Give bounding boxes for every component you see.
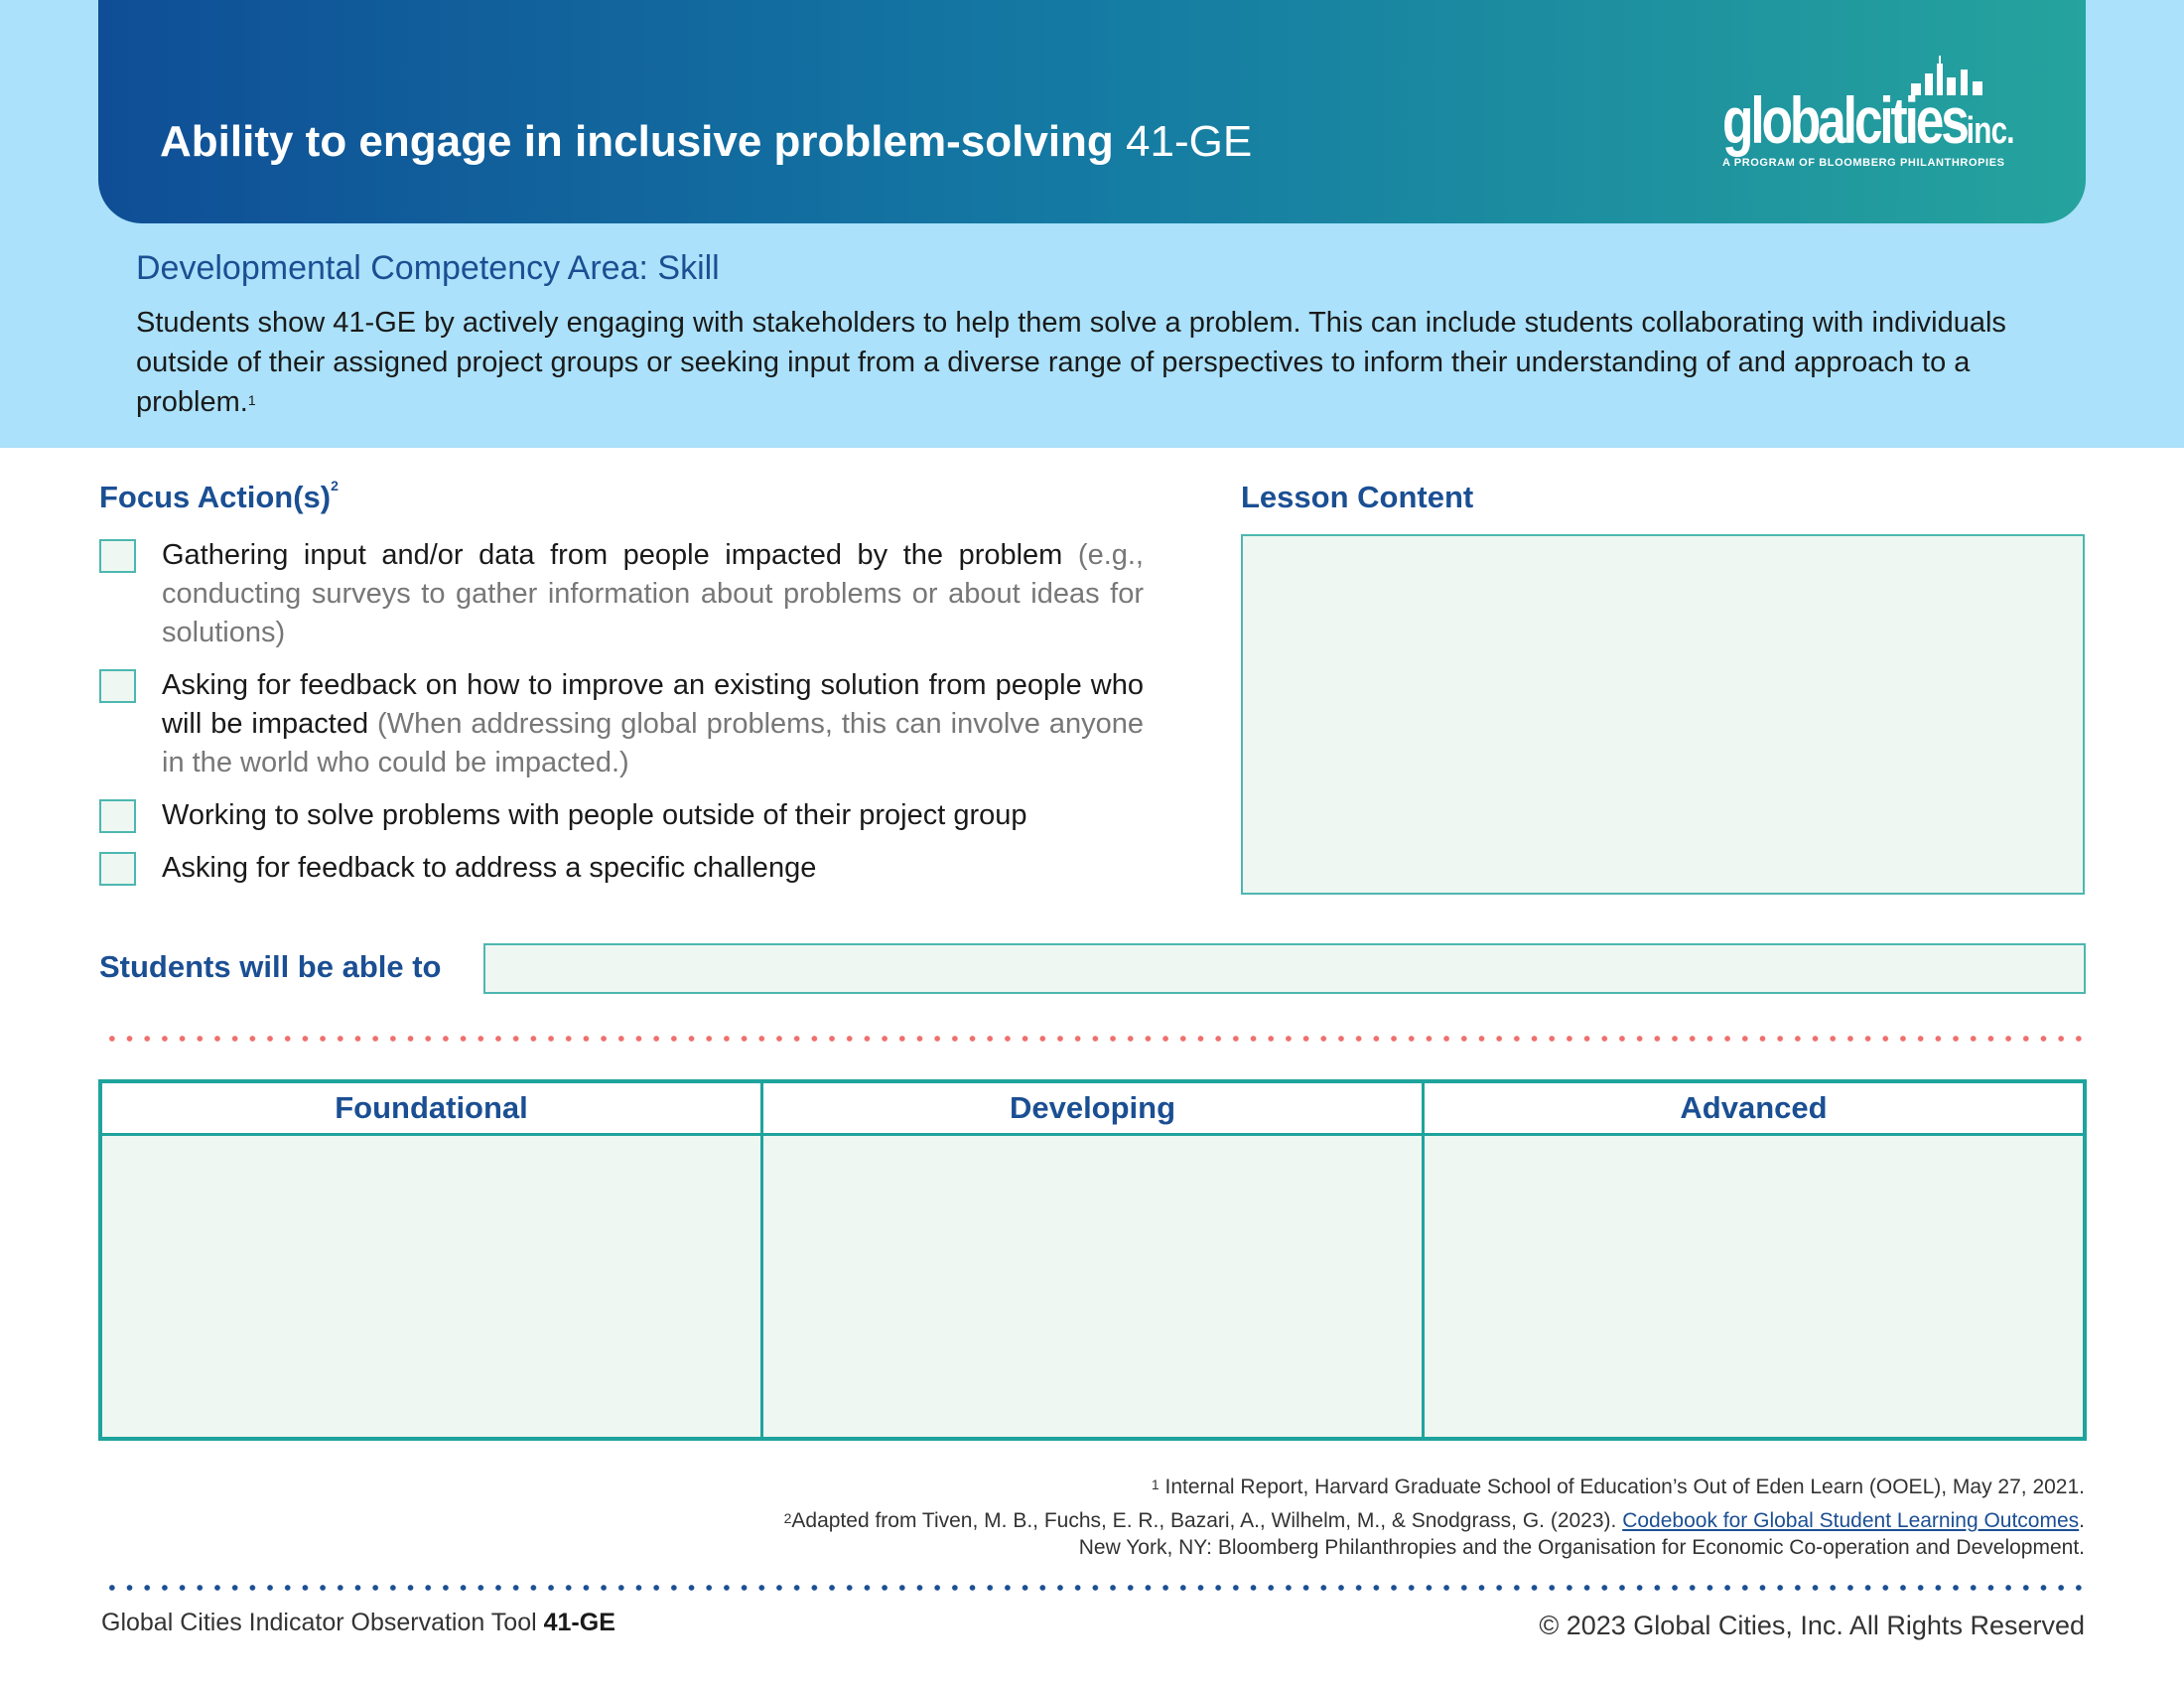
- rubric-column-advanced: [1425, 1083, 2083, 1437]
- footnote-marker: 1: [1151, 1477, 1160, 1492]
- lesson-content-heading: Lesson Content: [1241, 480, 1474, 514]
- footnote-marker: 2: [783, 1510, 792, 1526]
- focus-item: [99, 796, 1144, 835]
- rubric-header: Advanced: [1425, 1083, 2083, 1136]
- rubric-cell[interactable]: [102, 1136, 760, 1437]
- footnote-text: Adapted from Tiven, M. B., Fuchs, E. R., Bazari, A., Wilhelm, M., & Snodgrass, G. (2023).: [791, 1509, 1617, 1532]
- footer-copyright: © 2023 Global Cities, Inc. All Rights Reserved: [1539, 1611, 2085, 1640]
- logo-wordmark: [1722, 83, 2014, 157]
- focus-actions-heading: [99, 480, 339, 515]
- footer-dotted-divider: [103, 1585, 2083, 1591]
- logo-main-text: globalcities: [1722, 83, 1967, 157]
- footnote-2: [496, 1507, 2085, 1561]
- footnotes: [496, 1474, 2085, 1568]
- students-able-field[interactable]: [483, 943, 2086, 994]
- rubric-column-developing: [763, 1083, 1425, 1437]
- lesson-content-field[interactable]: [1241, 534, 2085, 895]
- description-text: Students show 41-GE by actively engaging with stakeholders to help them solve a problem. This can include students collaborating with individuals outside of their assigned project groups or seeking input from a diverse range of perspectives to inform their understanding of and approach to a problem.: [136, 307, 2006, 418]
- title-code: 41-GE: [1126, 117, 1253, 166]
- footnote-end: .: [2079, 1509, 2085, 1532]
- rubric-cell[interactable]: [1425, 1136, 2083, 1437]
- focus-checkbox[interactable]: [99, 852, 136, 886]
- footnote-1: [496, 1474, 2085, 1500]
- tool-name-text: Global Cities Indicator Observation Tool: [101, 1609, 537, 1636]
- focus-item-text: Working to solve problems with people outside of their project group: [162, 799, 1027, 831]
- page-title: [160, 117, 1252, 167]
- header-banner: [98, 0, 2086, 223]
- footnote-ref-2[interactable]: 2: [331, 478, 339, 493]
- focus-item: [99, 536, 1144, 652]
- competency-description: [136, 303, 2052, 422]
- focus-checkbox[interactable]: [99, 799, 136, 833]
- focus-checkbox[interactable]: [99, 539, 136, 573]
- rubric-cell[interactable]: [763, 1136, 1422, 1437]
- codebook-link[interactable]: Codebook for Global Student Learning Outcomes: [1622, 1509, 2080, 1532]
- title-text: Ability to engage in inclusive problem-solving: [160, 117, 1114, 166]
- logo-tagline: A PROGRAM OF BLOOMBERG PHILANTHROPIES: [1722, 157, 2005, 169]
- footnote-text-line2: New York, NY: Bloomberg Philanthropies and the Organisation for Economic Co-operation and Development.: [1078, 1536, 2085, 1559]
- focus-item-note: (When addressing global problems, this can involve anyone in the world who could be impacted.): [162, 708, 1144, 778]
- focus-item-text: Asking for feedback on how to improve an existing solution from people who will be impacted: [162, 669, 1144, 740]
- rubric-header: Foundational: [102, 1083, 760, 1136]
- global-cities-logo: [1722, 56, 2110, 175]
- dotted-divider: [103, 1036, 2083, 1042]
- focus-checkbox[interactable]: [99, 669, 136, 703]
- footnote-text: Internal Report, Harvard Graduate School of Education’s Out of Eden Learn (OOEL), May 27, 2021.: [1164, 1476, 2085, 1498]
- focus-item-text: Gathering input and/or data from people impacted by the problem: [162, 539, 1063, 571]
- focus-item-note: (e.g., conducting surveys to gather information about problems or about ideas for solutions): [162, 539, 1144, 648]
- competency-area: Developmental Competency Area: Skill: [136, 249, 720, 287]
- footnote-ref-1[interactable]: 1: [247, 392, 256, 408]
- rubric-column-foundational: [102, 1083, 763, 1437]
- logo-suffix: inc.: [1966, 110, 2014, 152]
- focus-item-text: Asking for feedback to address a specific challenge: [162, 852, 817, 884]
- rubric-table: [98, 1079, 2087, 1441]
- tool-code: 41-GE: [543, 1609, 615, 1636]
- focus-title-text: Focus Action(s): [99, 480, 332, 514]
- focus-item: [99, 849, 1144, 888]
- focus-item: [99, 666, 1144, 782]
- footer-tool-name: [101, 1609, 615, 1637]
- rubric-header: Developing: [763, 1083, 1422, 1136]
- students-able-label: Students will be able to: [99, 949, 442, 984]
- focus-actions-list: [99, 536, 1144, 902]
